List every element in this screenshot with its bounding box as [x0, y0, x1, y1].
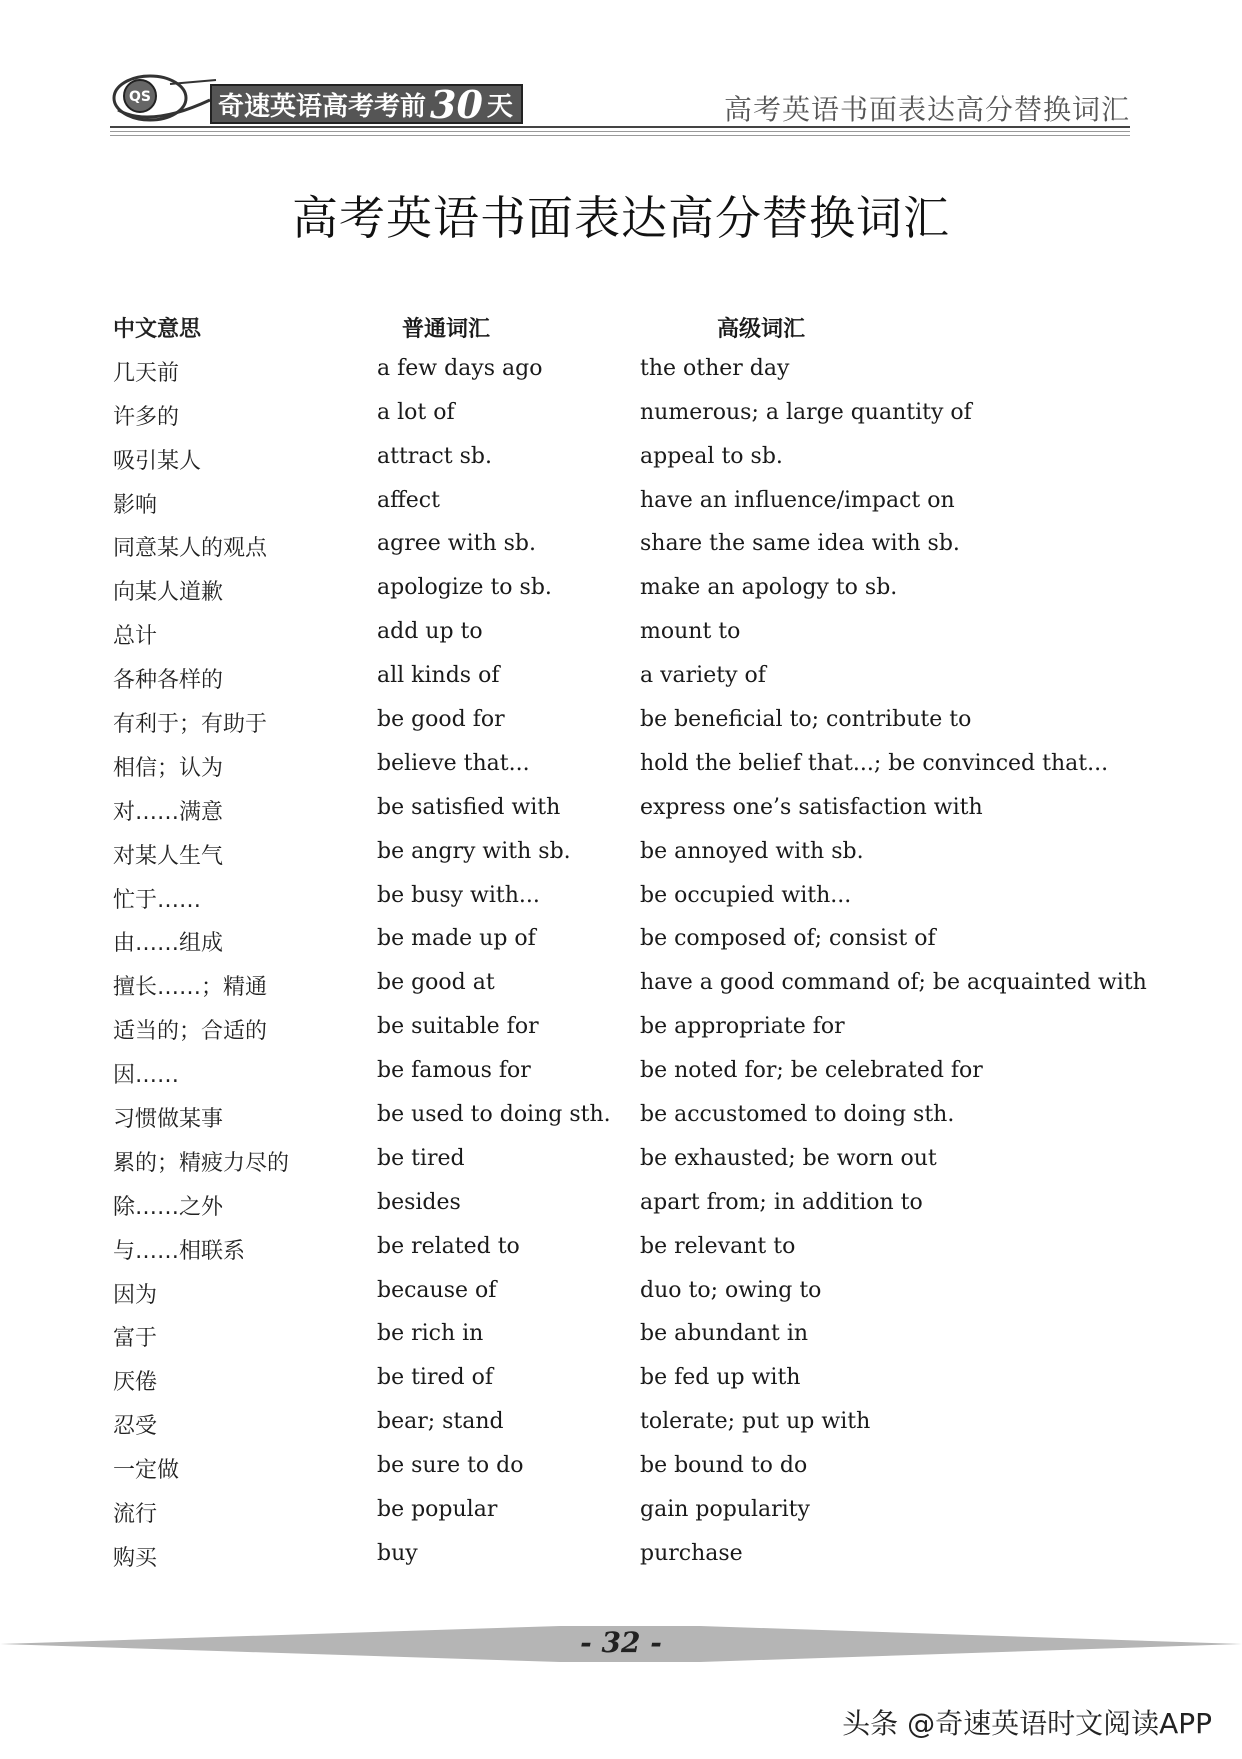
cell-advanced: gain popularity — [640, 1497, 810, 1523]
column-header-advanced: 高级词汇 — [717, 317, 806, 342]
table-row — [113, 444, 1133, 488]
cell-chinese: 许多的 — [113, 404, 180, 430]
table-row — [113, 1234, 1133, 1278]
table-row — [113, 1409, 1133, 1453]
cell-basic: besides — [377, 1189, 461, 1215]
table-body — [113, 355, 1147, 1585]
qisu-logo-icon — [110, 70, 220, 128]
series-days-number: 30 — [430, 81, 483, 127]
cell-chinese: 各种各样的 — [113, 668, 224, 694]
cell-advanced: numerous; a large quantity of — [640, 399, 972, 425]
page-title: 高考英语书面表达高分替换词汇 — [292, 191, 950, 245]
cell-chinese: 流行 — [113, 1502, 158, 1528]
cell-basic: a lot of — [377, 399, 455, 425]
cell-basic: apologize to sb. — [377, 575, 552, 601]
cell-chinese: 富于 — [113, 1326, 158, 1352]
cell-basic: a few days ago — [377, 355, 543, 381]
cell-basic: be angry with sb. — [377, 838, 571, 864]
cell-chinese: 对……满意 — [113, 799, 224, 825]
cell-chinese: 习惯做某事 — [113, 1107, 224, 1133]
table-row — [113, 356, 1133, 400]
cell-basic: be tired of — [377, 1365, 493, 1391]
cell-basic: be busy with... — [377, 882, 540, 908]
cell-chinese: 忙于…… — [113, 887, 202, 913]
table-row — [113, 619, 1133, 663]
cell-advanced: apart from; in addition to — [640, 1189, 923, 1215]
table-row — [113, 1014, 1133, 1058]
cell-advanced: be exhausted; be worn out — [640, 1145, 937, 1171]
cell-advanced: be relevant to — [640, 1233, 796, 1259]
cell-advanced: share the same idea with sb. — [640, 531, 960, 557]
cell-chinese: 除……之外 — [113, 1194, 224, 1220]
series-banner — [210, 81, 523, 127]
cell-advanced: be fed up with — [640, 1365, 801, 1391]
cell-basic: be famous for — [377, 1058, 531, 1084]
table-row — [113, 488, 1133, 532]
page-number: - 32 - — [580, 1626, 662, 1659]
column-header-basic: 普通词汇 — [402, 317, 491, 342]
table-row — [113, 1453, 1133, 1497]
cell-chinese: 几天前 — [113, 360, 180, 386]
cell-advanced: be occupied with... — [640, 882, 852, 908]
cell-advanced: be bound to do — [640, 1453, 808, 1479]
cell-chinese: 相信；认为 — [113, 755, 224, 781]
cell-chinese: 对某人生气 — [113, 843, 224, 869]
cell-advanced: be abundant in — [640, 1321, 809, 1347]
cell-basic: be rich in — [377, 1321, 484, 1347]
cell-chinese: 吸引某人 — [113, 448, 202, 474]
cell-advanced: mount to — [640, 619, 741, 645]
cell-chinese: 由……组成 — [113, 931, 224, 957]
table-header-row — [113, 312, 1133, 356]
table-row — [113, 883, 1133, 927]
table-row — [113, 1278, 1133, 1322]
cell-chinese: 影响 — [113, 492, 158, 518]
cell-basic: add up to — [377, 619, 483, 645]
table-row — [113, 1541, 1133, 1585]
svg-text:QS: QS — [129, 89, 151, 105]
cell-advanced: duo to; owing to — [640, 1277, 822, 1303]
cell-advanced: tolerate; put up with — [640, 1409, 871, 1435]
cell-basic: agree with sb. — [377, 531, 536, 557]
vocabulary-table — [113, 312, 1147, 1585]
table-row — [113, 970, 1147, 1014]
cell-advanced: a variety of — [640, 663, 766, 689]
cell-basic: be good at — [377, 970, 495, 996]
cell-basic: be made up of — [377, 926, 536, 952]
cell-basic: be suitable for — [377, 1014, 539, 1040]
table-row — [113, 1365, 1133, 1409]
cell-advanced: express one’s satisfaction with — [640, 794, 983, 820]
table-row — [113, 795, 1133, 839]
table-row — [113, 707, 1133, 751]
cell-basic: be popular — [377, 1497, 498, 1523]
cell-chinese: 适当的；合适的 — [113, 1019, 268, 1045]
table-row — [113, 751, 1133, 795]
cell-advanced: purchase — [640, 1540, 743, 1566]
cell-basic: be good for — [377, 707, 505, 733]
table-row — [113, 1146, 1133, 1190]
cell-chinese: 擅长……；精通 — [113, 975, 268, 1001]
cell-advanced: be noted for; be celebrated for — [640, 1058, 983, 1084]
cell-basic: be tired — [377, 1145, 465, 1171]
cell-advanced: appeal to sb. — [640, 443, 783, 469]
cell-chinese: 累的；精疲力尽的 — [113, 1150, 290, 1176]
table-row — [113, 839, 1133, 883]
table-row — [113, 400, 1133, 444]
cell-advanced: be appropriate for — [640, 1014, 845, 1040]
cell-advanced: be accustomed to doing sth. — [640, 1102, 955, 1128]
running-title: 高考英语书面表达高分替换词汇 — [723, 93, 1130, 126]
table-row — [113, 1102, 1133, 1146]
table-row — [113, 575, 1133, 619]
table-row — [113, 663, 1133, 707]
cell-basic: because of — [377, 1277, 497, 1303]
cell-advanced: have an influence/impact on — [640, 487, 955, 513]
cell-basic: be sure to do — [377, 1453, 524, 1479]
cell-chinese: 忍受 — [113, 1414, 158, 1440]
cell-basic: affect — [377, 487, 440, 513]
cell-chinese: 同意某人的观点 — [113, 536, 268, 562]
column-header-chinese: 中文意思 — [113, 317, 202, 342]
cell-chinese: 一定做 — [113, 1458, 180, 1484]
cell-basic: all kinds of — [377, 663, 500, 689]
table-row — [113, 1497, 1133, 1541]
cell-basic: attract sb. — [377, 443, 492, 469]
cell-chinese: 向某人道歉 — [113, 580, 224, 606]
table-row — [113, 1190, 1133, 1234]
cell-basic: believe that... — [377, 750, 530, 776]
cell-advanced: be beneficial to; contribute to — [640, 707, 972, 733]
cell-advanced: make an apology to sb. — [640, 575, 898, 601]
cell-chinese: 有利于；有助于 — [113, 712, 268, 738]
series-name: 奇速英语高考考前 — [218, 91, 427, 122]
cell-chinese: 与……相联系 — [113, 1238, 246, 1264]
cell-chinese: 购买 — [113, 1545, 158, 1571]
table-row — [113, 1058, 1133, 1102]
cell-basic: be related to — [377, 1233, 520, 1259]
cell-chinese: 因为 — [113, 1282, 158, 1308]
header-rule — [110, 126, 1130, 136]
cell-basic: be satisfied with — [377, 794, 561, 820]
cell-chinese: 因…… — [113, 1063, 180, 1089]
table-row — [113, 1321, 1133, 1365]
cell-chinese: 厌倦 — [113, 1370, 158, 1396]
cell-basic: bear; stand — [377, 1409, 504, 1435]
source-watermark: 头条 @奇速英语时文阅读APP — [842, 1707, 1212, 1740]
cell-advanced: be annoyed with sb. — [640, 838, 864, 864]
table-row — [113, 926, 1133, 970]
series-days-unit: 天 — [486, 91, 513, 122]
cell-advanced: have a good command of; be acquainted with — [640, 970, 1147, 996]
cell-advanced: hold the belief that...; be convinced that... — [640, 750, 1109, 776]
cell-advanced: the other day — [640, 355, 790, 381]
cell-advanced: be composed of; consist of — [640, 926, 936, 952]
table-row — [113, 531, 1133, 575]
cell-chinese: 总计 — [113, 624, 158, 650]
cell-basic: be used to doing sth. — [377, 1102, 611, 1128]
cell-basic: buy — [377, 1540, 418, 1566]
